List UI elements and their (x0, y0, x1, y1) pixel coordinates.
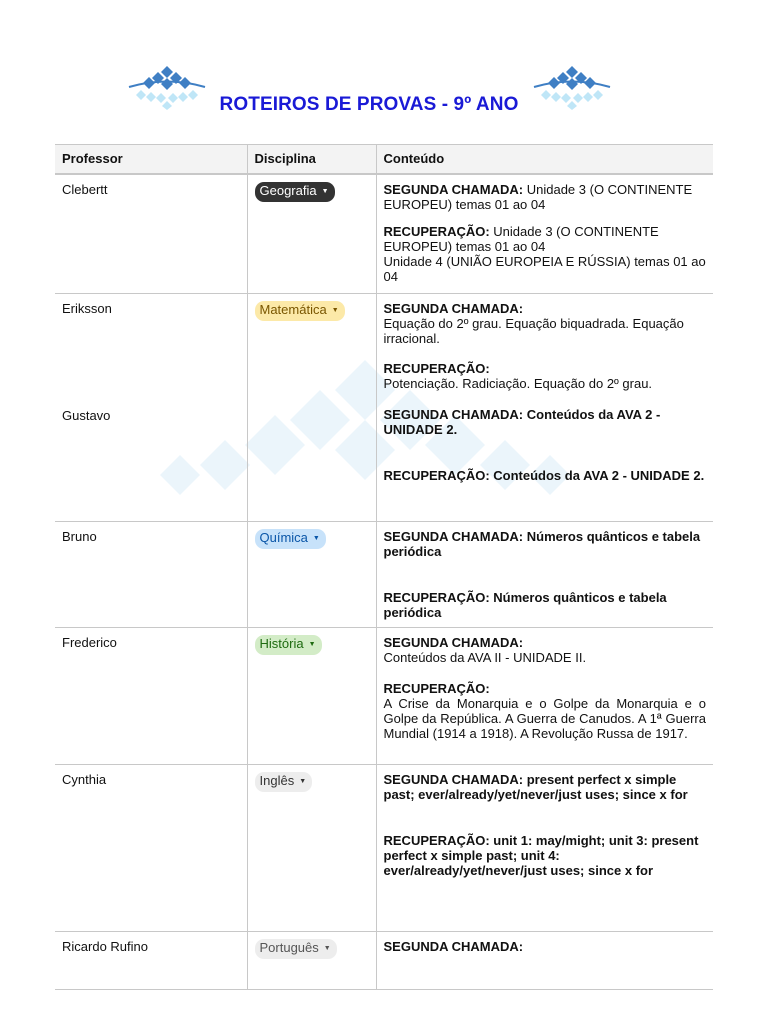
header-conteudo: Conteúdo (376, 145, 713, 175)
professor-cell: Bruno (55, 521, 247, 627)
conteudo-cell (376, 764, 713, 931)
header-disciplina: Disciplina (247, 145, 376, 175)
recuperacao-2: RECUPERAÇÃO: Conteúdos da AVA 2 - UNIDADE 2. (383, 467, 705, 483)
segunda-chamada-text: Unidade 3 (O CONTINENTE EUROPEU) temas 01 ao 04 (383, 182, 693, 212)
subject-chip-label: Química (259, 529, 308, 545)
recuperacao-text: Unidade 3 (O CONTINENTE EUROPEU) temas 01 ao 04 (383, 224, 659, 254)
segunda-chamada-label: SEGUNDA CHAMADA: (383, 634, 524, 650)
recuperacao (384, 361, 707, 391)
disciplina-cell (247, 293, 376, 521)
dropdown-caret-icon: ▼ (323, 944, 331, 952)
segunda-chamada-text: Equação do 2º grau. Equação biquadrada. Equação irracional. (383, 315, 684, 346)
segunda-chamada (384, 301, 707, 346)
conteudo-cell (376, 293, 713, 521)
subject-chip-label: Geografia (259, 183, 317, 198)
subject-chip-matematica[interactable] (255, 301, 345, 321)
conteudo-cell (376, 627, 713, 764)
page-title: ROTEIROS DE PROVAS - 9º ANO (219, 94, 519, 115)
dropdown-caret-icon: ▼ (312, 534, 320, 542)
dropdown-caret-icon: ▼ (308, 640, 316, 648)
segunda-chamada: SEGUNDA CHAMADA: (383, 938, 524, 954)
dropdown-caret-icon: ▼ (299, 777, 307, 785)
segunda-chamada-label: SEGUNDA CHAMADA: (383, 300, 524, 316)
subject-chip-label: Inglês (259, 772, 295, 788)
recuperacao-text: A Crise da Monarquia e o Golpe da Monarquia e o Golpe da República. A Guerra de Canudos. A 1ª Guerra Mundial (1914 a 1918). A Revolução Russa de 1917. (383, 695, 706, 741)
disciplina-cell (247, 627, 376, 764)
subject-chip-historia[interactable] (255, 635, 322, 655)
segunda-chamada-text: Conteúdos da AVA II - UNIDADE II. (383, 649, 587, 665)
recuperacao (384, 224, 707, 284)
subject-chip-label: História (259, 635, 304, 651)
recuperacao-label: RECUPERAÇÃO: (383, 224, 490, 239)
table-row (55, 293, 713, 521)
table-row (55, 627, 713, 764)
professor-name-2: Gustavo (62, 407, 111, 423)
professor-name: Eriksson (62, 300, 112, 316)
professor-cell (55, 293, 247, 521)
table-row (55, 174, 713, 293)
subject-chip-ingles[interactable] (255, 772, 313, 792)
subject-chip-geografia[interactable] (255, 182, 335, 202)
disciplina-cell (247, 174, 376, 293)
exam-schedule-table (55, 144, 713, 990)
recuperacao: RECUPERAÇÃO: Números quânticos e tabela periódica (383, 589, 667, 620)
disciplina-cell (247, 931, 376, 989)
conteudo-cell (376, 174, 713, 293)
disciplina-cell (247, 521, 376, 627)
recuperacao: RECUPERAÇÃO: unit 1: may/might; unit 3: present perfect x simple past; unit 4: ever/already/yet/never/just uses; since x for (383, 832, 699, 878)
disciplina-cell (247, 764, 376, 931)
recuperacao (384, 681, 707, 741)
conteudo-cell (376, 931, 713, 989)
table-header-row (55, 145, 713, 175)
header-professor: Professor (55, 145, 247, 175)
table-row (55, 931, 713, 989)
subject-chip-label: Português (259, 939, 319, 955)
segunda-chamada: SEGUNDA CHAMADA: Números quânticos e tabela periódica (383, 528, 701, 559)
segunda-chamada (384, 635, 707, 665)
professor-cell: Cynthia (55, 764, 247, 931)
segunda-chamada-label: SEGUNDA CHAMADA: (383, 182, 524, 197)
professor-cell: Ricardo Rufino (55, 931, 247, 989)
recuperacao-text-2: Unidade 4 (UNIÃO EUROPEIA E RÚSSIA) temas 01 ao 04 (383, 254, 706, 284)
dropdown-caret-icon: ▼ (321, 188, 329, 195)
subject-chip-label: Matemática (259, 301, 327, 317)
segunda-chamada: SEGUNDA CHAMADA: present perfect x simple past; ever/already/yet/never/just uses; since x for (383, 771, 688, 802)
segunda-chamada (384, 182, 707, 212)
segunda-chamada-2: SEGUNDA CHAMADA: Conteúdos da AVA 2 - UNIDADE 2. (383, 406, 661, 437)
conteudo-cell (376, 521, 713, 627)
recuperacao-label: RECUPERAÇÃO: (383, 360, 490, 376)
subject-chip-portugues[interactable] (255, 939, 337, 959)
table-row (55, 521, 713, 627)
subject-chip-quimica[interactable] (255, 529, 326, 549)
dropdown-caret-icon: ▼ (331, 306, 339, 314)
recuperacao-label: RECUPERAÇÃO: (383, 680, 490, 696)
recuperacao-text: Potenciação. Radiciação. Equação do 2º grau. (383, 375, 653, 391)
professor-cell: Clebertt (55, 174, 247, 293)
professor-cell: Frederico (55, 627, 247, 764)
table-row (55, 764, 713, 931)
